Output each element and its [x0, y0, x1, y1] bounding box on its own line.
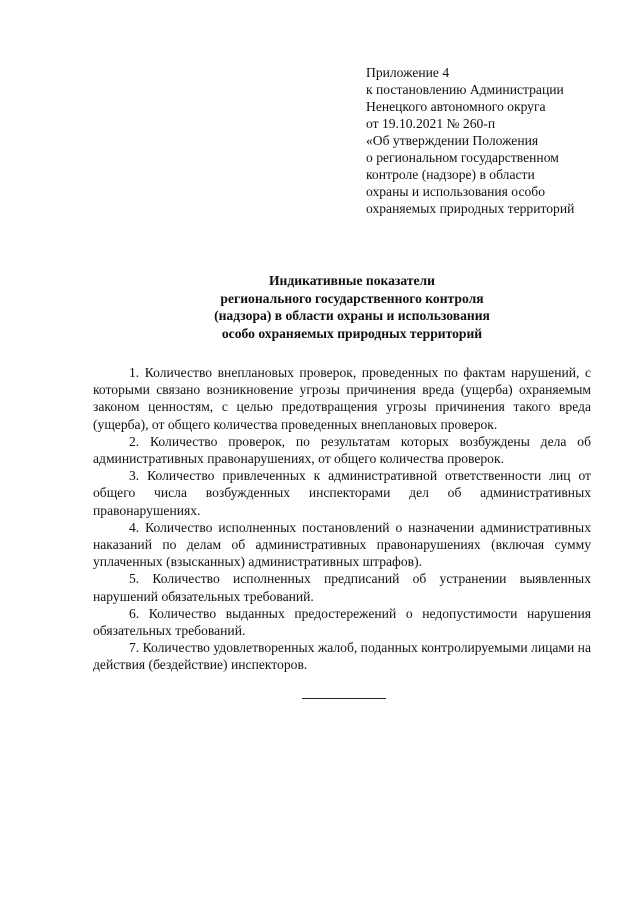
- appendix-line: Ненецкого автономного округа: [366, 99, 546, 114]
- appendix-header: [366, 64, 616, 217]
- appendix-line: контроле (надзоре) в области: [366, 167, 535, 182]
- appendix-line: от 19.10.2021 № 260-п: [366, 116, 496, 131]
- title-line: особо охраняемых природных территорий: [221, 325, 483, 341]
- document-title: [120, 272, 584, 342]
- appendix-line: охраны и использования особо: [366, 184, 545, 199]
- indicator-item-4: 4. Количество исполненных постановлений о назначении административных наказаний по делам об административных правонарушениях (включая сумму уплаченных (взысканных) административных штрафов).: [93, 519, 591, 570]
- indicator-item-3: 3. Количество привлеченных к административной ответственности лиц от общего числа возбужденных инспекторами дел об административных правонарушениях.: [93, 468, 591, 518]
- indicator-item-2: 2. Количество проверок, по результатам которых возбуждены дела об административных правонарушениях, от общего количества проверок.: [93, 433, 591, 467]
- appendix-line: Приложение 4: [366, 65, 450, 80]
- indicator-item-1: 1. Количество внеплановых проверок, проведенных по фактам нарушений, с которыми связано возникновение угрозы причинения вреда (ущерба) охраняемым законом ценностям, с целью предотвращения угрозы причинения такого вреда (ущерба), от общего количества проведенных внеплановых проверок.: [93, 365, 591, 432]
- appendix-line: «Об утверждении Положения: [366, 133, 539, 148]
- indicator-item-7: 7. Количество удовлетворенных жалоб, поданных контролируемыми лицами на действия (бездействие) инспекторов.: [93, 640, 591, 673]
- appendix-line: охраняемых природных территорий: [366, 201, 575, 216]
- indicator-item-6: 6. Количество выданных предостережений о недопустимости нарушения обязательных требований.: [93, 605, 591, 639]
- indicator-list: [93, 364, 591, 674]
- closing-divider: [302, 698, 386, 699]
- appendix-line: о региональном государственном: [366, 150, 559, 165]
- title-line: регионального государственного контроля: [220, 290, 484, 306]
- appendix-line: к постановлению Администрации: [366, 82, 564, 97]
- title-line: (надзора) в области охраны и использования: [214, 308, 490, 323]
- title-line: Индикативные показатели: [268, 273, 436, 288]
- indicator-item-5: 5. Количество исполненных предписаний об устранении выявленных нарушений обязательных требований.: [93, 571, 591, 604]
